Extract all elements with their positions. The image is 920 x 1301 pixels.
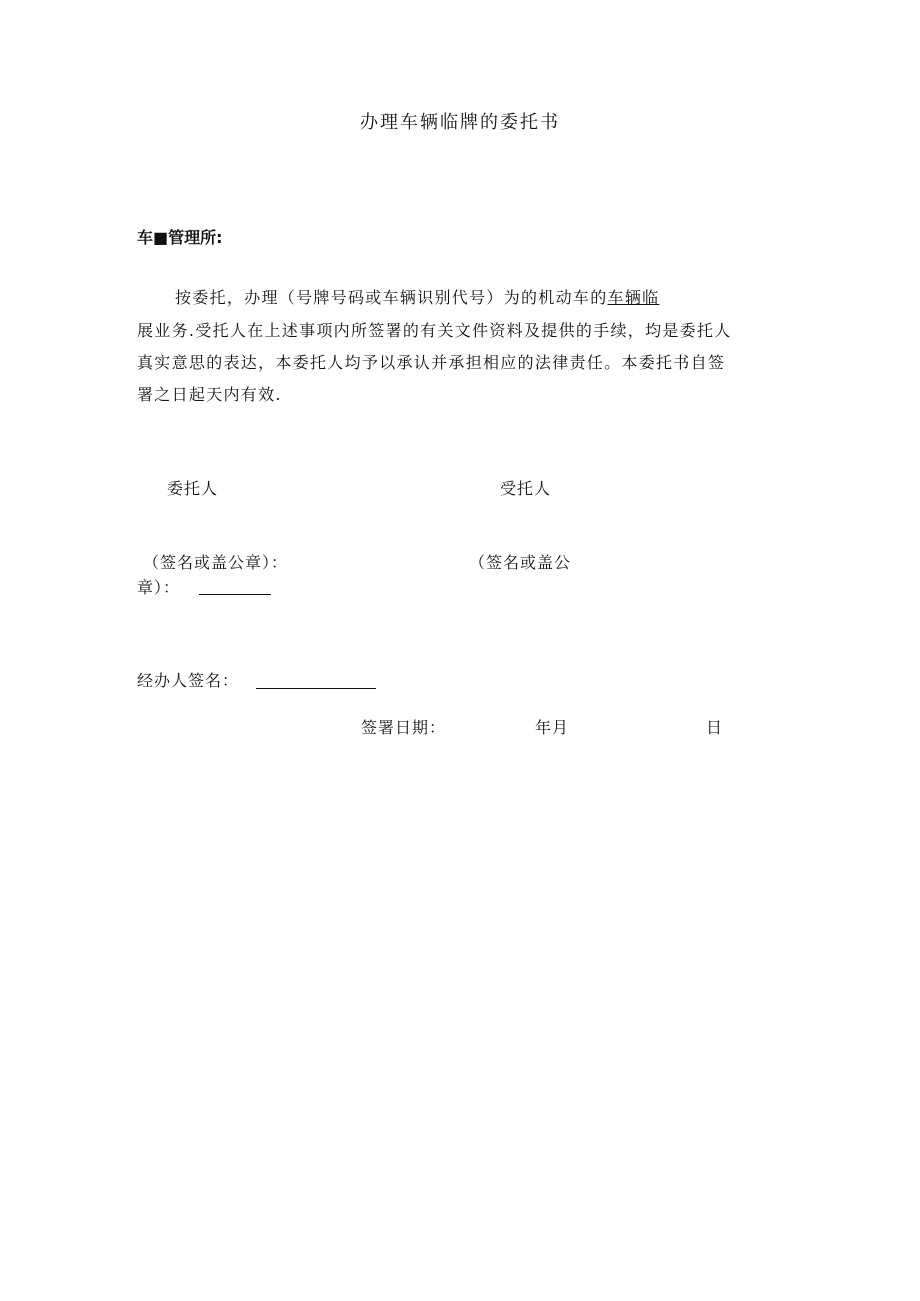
agent-signature-blank[interactable] bbox=[199, 594, 271, 595]
principal-label: 委托人 bbox=[167, 479, 219, 498]
agent-label: 受托人 bbox=[500, 479, 552, 498]
agent-seal-label-line-1: （签名或盖公 bbox=[469, 553, 572, 572]
document-title: 办理车辆临牌的委托书 bbox=[360, 112, 560, 133]
handler-signature-blank[interactable] bbox=[256, 688, 376, 689]
signing-date-year-month: 年月 bbox=[535, 718, 570, 737]
body-line-2: 展业务.受托人在上述事项内所签署的有关文件资料及提供的手续，均是委托人 bbox=[137, 321, 732, 340]
body-line-1-underlined: 车辆临 bbox=[607, 288, 660, 307]
agent-seal-label-line-2: 章）： bbox=[137, 578, 181, 597]
addressee: 车■管理所: bbox=[137, 228, 223, 247]
body-line-3: 真实意思的表达，本委托人均予以承认并承担相应的法律责任。本委托书自签 bbox=[137, 353, 726, 372]
signing-date-day: 日 bbox=[706, 718, 724, 737]
body-line-1 bbox=[175, 288, 659, 308]
body-line-4: 署之日起天内有效. bbox=[137, 385, 282, 404]
body-line-1-text: 按委托，办理（号牌号码或车辆识别代号）为的机动车的 bbox=[175, 288, 608, 307]
principal-seal-label: （签名或盖公章）： bbox=[143, 553, 289, 572]
signing-date-label: 签署日期： bbox=[361, 718, 447, 737]
handler-signature-label: 经办人签名： bbox=[137, 671, 240, 690]
